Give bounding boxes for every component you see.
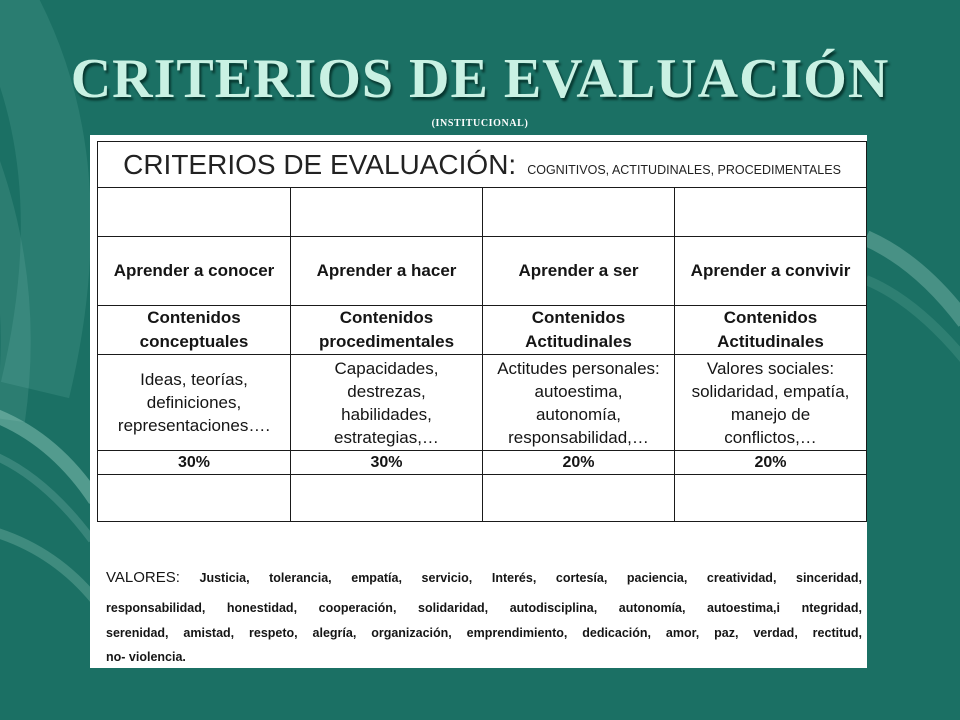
values-line: responsabilidad, honestidad, cooperación, solidaridad, autodisciplina, autonomía, autoestima,i ntegridad, [106,601,862,615]
content-type-cell: Contenidos procedimentales [291,306,483,355]
values-label: VALORES: [106,569,180,586]
empty-cell [483,188,675,237]
weight-row [98,451,867,475]
slide-title: CRITERIOS DE EVALUACIÓN [70,48,890,110]
empty-cell [98,475,291,522]
description-cell: Ideas, teorías, definiciones, representaciones…. [98,355,291,451]
content-type-row [98,306,867,355]
values-line: no- violencia. [106,650,186,664]
empty-cell [291,475,483,522]
pillar-cell: Aprender a conocer [98,237,291,306]
background-swoosh [0,150,16,420]
table-header-subtitle: COGNITIVOS, ACTITUDINALES, PROCEDIMENTALES [527,162,841,177]
weight-cell: 30% [291,451,483,475]
weight-cell: 20% [483,451,675,475]
description-cell: Capacidades, destrezas, habilidades, estrategias,… [291,355,483,451]
table-header-cell [98,142,867,188]
empty-row [98,188,867,237]
values-line: serenidad, amistad, respeto, alegría, organización, emprendimiento, dedicación, amor, paz, verdad, rectitud, [106,626,862,640]
pillar-cell: Aprender a convivir [675,237,867,306]
pillar-row [98,237,867,306]
table-header-title: CRITERIOS DE EVALUACIÓN: [123,148,517,180]
content-type-cell: Contenidos conceptuales [98,306,291,355]
embedded-table-image [90,135,867,668]
content-type-cell: Contenidos Actitudinales [483,306,675,355]
description-cell: Valores sociales: solidaridad, empatía, manejo de conflictos,… [675,355,867,451]
weight-cell: 30% [98,451,291,475]
description-cell: Actitudes personales: autoestima, autonomía, responsabilidad,… [483,355,675,451]
empty-cell [675,475,867,522]
background-swoosh [0,450,92,540]
values-line [106,568,862,588]
weight-cell: 20% [675,451,867,475]
criteria-table [97,141,867,522]
values-text: Justicia, tolerancia, empatía, servicio, Interés, cortesía, paciencia, creatividad, sinceridad, [199,571,862,585]
content-type-cell: Contenidos Actitudinales [675,306,867,355]
empty-cell [98,188,291,237]
pillar-cell: Aprender a hacer [291,237,483,306]
description-row [98,355,867,451]
slide-subtitle: (INSTITUCIONAL) [431,118,529,129]
pillar-cell: Aprender a ser [483,237,675,306]
empty-cell [675,188,867,237]
empty-cell [291,188,483,237]
empty-cell [483,475,675,522]
table-header-row [98,142,867,188]
empty-row [98,475,867,522]
background-swoosh [0,528,95,600]
